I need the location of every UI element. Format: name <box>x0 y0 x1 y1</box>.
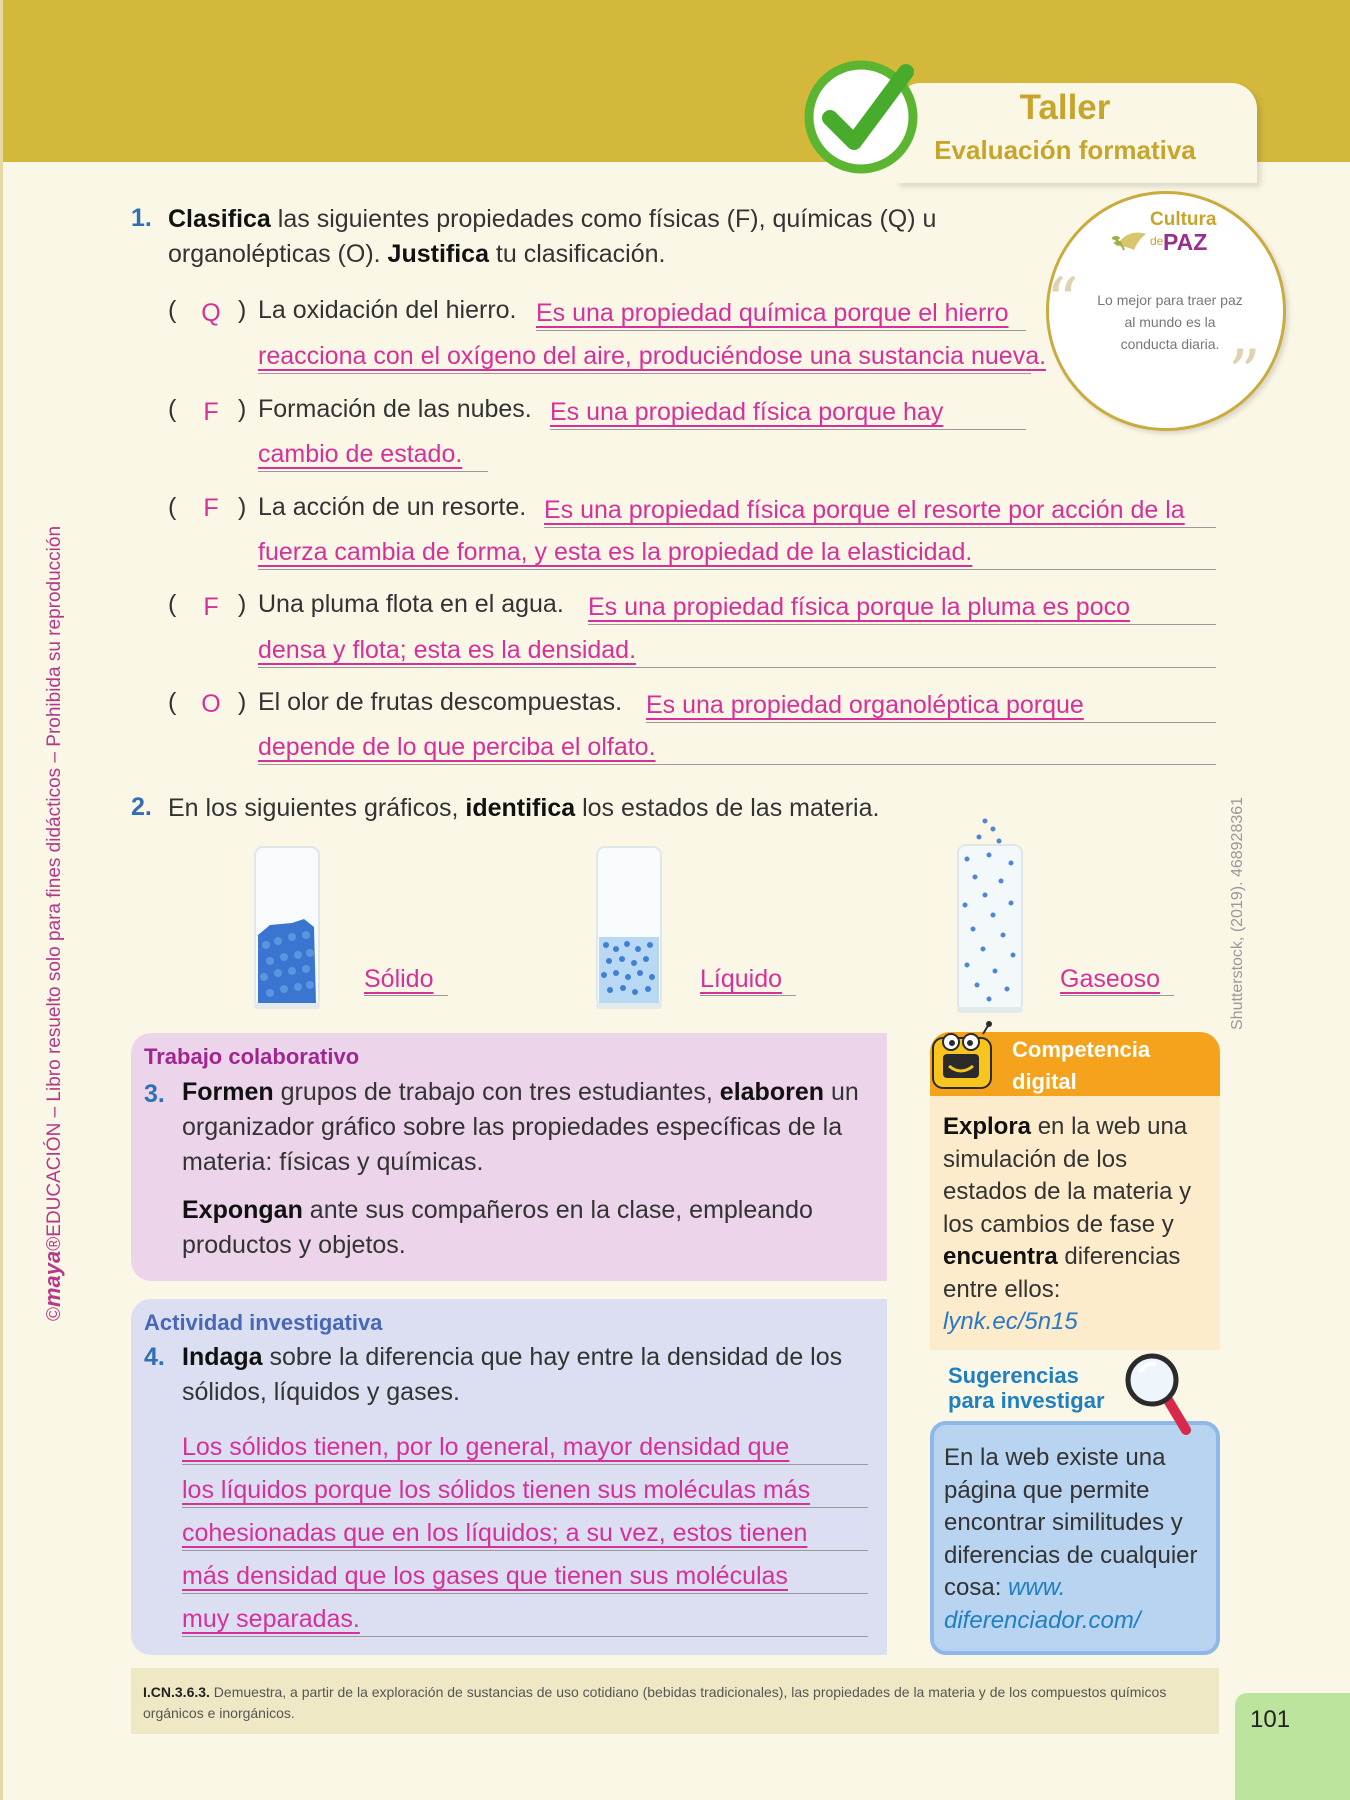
simulation-link[interactable]: lynk.ec/5n15 <box>943 1308 1078 1335</box>
property-text: El olor de frutas descompuestas. <box>258 688 623 716</box>
justification-line: reacciona con el oxígeno del aire, produciéndose una sustancia nueva. <box>258 339 1031 374</box>
answer-paren-open: ( <box>168 688 177 716</box>
quote-open-icon: “ <box>1046 265 1079 339</box>
digital-verb-explora: Explora <box>943 1113 1032 1140</box>
question-4-number: 4. <box>144 1343 165 1371</box>
question-3-paragraph-2-text: ante sus compañeros en la clase, empleando productos y objetos. <box>182 1196 813 1259</box>
question-2-prompt <box>168 791 998 826</box>
question-3-text-mid: grupos de trabajo con tres estudiantes, <box>273 1078 720 1106</box>
research-answer-line: muy separadas. <box>182 1602 868 1637</box>
question-4-verb-indaga: Indaga <box>182 1343 263 1371</box>
question-2-number: 2. <box>131 793 152 821</box>
answer-paren-close: ) <box>238 688 247 716</box>
answer-paren-open: ( <box>168 296 177 324</box>
property-text: La oxidación del hierro. <box>258 296 517 324</box>
magnifier-icon <box>1122 1350 1194 1436</box>
question-4-prompt <box>182 1340 882 1410</box>
question-1-line-2 <box>168 237 998 272</box>
cultura-paz-quote: Lo mejor para traer paz al mundo es la conducta diaria. <box>1097 292 1243 352</box>
indicator-description: Demuestra, a partir de la exploración de sustancias de uso cotidiano (bebidas tradicionales), las propiedades de la materia y de los compuestos químicos orgánicos e inorgánicos. <box>143 1684 1167 1721</box>
photo-credit: Shutterstock, (2019). 468928361 <box>1229 796 1246 1030</box>
answer-letter: F <box>203 593 219 621</box>
property-text: Formación de las nubes. <box>258 395 532 423</box>
state-label-liquid: Líquido <box>700 963 796 996</box>
justification-line: Es una propiedad física porque el resorte por acción de la <box>544 493 1216 528</box>
question-1-line-2-start: organolépticas (O). <box>168 240 388 268</box>
answer-paren-close: ) <box>238 590 247 618</box>
suggestions-title <box>948 1363 1105 1413</box>
question-3-verb-expongan: Expongan <box>182 1196 303 1224</box>
robot-mascot-icon <box>925 1020 1001 1096</box>
answer-paren-open: ( <box>168 493 177 521</box>
collaborative-work-title: Trabajo colaborativo <box>144 1044 360 1069</box>
question-3-text-end: un organizador gráfico sobre las propiedades específicas de la materia: físicas y químicas. <box>182 1078 859 1176</box>
question-1-line-1-text: las siguientes propiedades como físicas (F), químicas (Q) u <box>270 205 937 233</box>
answer-paren-close: ) <box>238 296 247 324</box>
digital-competence-title-line-1: Competencia <box>1012 1037 1151 1062</box>
property-text: La acción de un resorte. <box>258 493 527 521</box>
question-3-verb-elaboren: elaboren <box>719 1078 824 1106</box>
question-3-number: 3. <box>144 1080 165 1108</box>
justification-line: Es una propiedad física porque hay <box>550 395 1026 430</box>
property-text: Una pluma flota en el agua. <box>258 590 564 618</box>
solid-beaker-illustration <box>252 845 322 1010</box>
cultura-paz-word: PAZ <box>1163 229 1208 255</box>
research-answer-line: los líquidos porque los sólidos tienen sus moléculas más <box>182 1473 868 1508</box>
suggestions-title-line-1: Sugerencias <box>948 1363 1079 1388</box>
question-3-paragraph-1 <box>182 1075 872 1180</box>
answer-letter: F <box>203 494 219 522</box>
question-2-text-start: En los siguientes gráficos, <box>168 794 466 822</box>
justification-line: Es una propiedad organoléptica porque <box>646 688 1216 723</box>
digital-competence-title-line-2: digital <box>1012 1069 1077 1094</box>
copyright-text: ®EDUCACIÓN – Libro resuelto solo para fines didácticos – Prohibida su reproducción <box>44 525 65 1251</box>
suggestions-body: En la web existe una página que permite encontrar similitudes y diferencias de cualquier cosa: <box>944 1444 1198 1601</box>
curriculum-indicator-text <box>143 1682 1209 1724</box>
digital-competence-text <box>943 1111 1211 1339</box>
justification-line: densa y flota; esta es la densidad. <box>258 633 1216 668</box>
quote-close-icon: ” <box>1228 337 1261 411</box>
justification-line: fuerza cambia de forma, y esta es la propiedad de la elasticidad. <box>258 535 1216 570</box>
question-2-verb-identifica: identifica <box>465 794 576 822</box>
answer-letter: O <box>201 690 221 718</box>
digital-text-2: diferencias entre ellos: <box>943 1243 1181 1303</box>
copyright-brand: maya <box>40 1250 65 1307</box>
copyright-symbol: © <box>44 1307 65 1321</box>
question-4-text: sobre la diferencia que hay entre la densidad de los sólidos, líquidos y gases. <box>182 1343 843 1406</box>
gas-beaker-illustration <box>955 815 1025 1015</box>
state-label-gas: Gaseoso <box>1060 963 1174 996</box>
digital-verb-encuentra: encuentra <box>943 1243 1058 1270</box>
cultura-de-word: de <box>1150 234 1164 248</box>
question-1-verb-clasifica: Clasifica <box>168 205 271 233</box>
question-3-verb-formen: Formen <box>182 1078 274 1106</box>
page-title: Taller <box>1019 88 1111 127</box>
answer-paren-open: ( <box>168 590 177 618</box>
answer-paren-close: ) <box>238 395 247 423</box>
answer-letter: Q <box>201 299 221 327</box>
justification-line: Es una propiedad química porque el hierro <box>536 296 1026 331</box>
liquid-beaker-illustration <box>594 845 664 1010</box>
question-1-line-2-text: tu clasificación. <box>488 240 666 268</box>
suggestions-text <box>944 1442 1212 1637</box>
justification-line: cambio de estado. <box>258 437 488 472</box>
page-subtitle: Evaluación formativa <box>934 135 1196 165</box>
justification-line: Es una propiedad física porque la pluma es poco <box>588 590 1216 625</box>
suggestions-title-line-2: para investigar <box>948 1388 1105 1413</box>
page-number: 101 <box>1250 1706 1291 1733</box>
digital-text-1: en la web una simulación de los estados de la materia y los cambios de fase y <box>943 1113 1192 1238</box>
research-answer-line: cohesionadas que en los líquidos; a su vez, estos tienen <box>182 1516 868 1551</box>
research-answer-line: más densidad que los gases que tienen sus moléculas <box>182 1559 868 1594</box>
question-1-line-1 <box>168 202 998 237</box>
copyright-notice <box>36 481 70 1321</box>
answer-letter: F <box>203 398 219 426</box>
answer-paren-open: ( <box>168 395 177 423</box>
digital-competence-title <box>1012 1034 1212 1098</box>
question-3-paragraph-2 <box>182 1193 872 1263</box>
left-margin-strip <box>0 0 3 1800</box>
indicator-code: I.CN.3.6.3. <box>143 1684 210 1700</box>
answer-paren-close: ) <box>238 493 247 521</box>
question-1-prompt <box>168 202 998 272</box>
research-answer-line: Los sólidos tienen, por lo general, mayor densidad que <box>182 1430 868 1465</box>
justification-line: depende de lo que perciba el olfato. <box>258 730 1216 765</box>
cultura-word: Cultura <box>1150 209 1217 230</box>
state-label-solid: Sólido <box>364 963 448 996</box>
question-2-text-end: los estados de las materia. <box>575 794 880 822</box>
question-1-number: 1. <box>131 204 152 232</box>
research-activity-title: Actividad investigativa <box>144 1310 383 1335</box>
diferenciador-link[interactable]: www. diferenciador.com/ <box>944 1574 1141 1634</box>
question-1-verb-justifica: Justifica <box>387 240 489 268</box>
